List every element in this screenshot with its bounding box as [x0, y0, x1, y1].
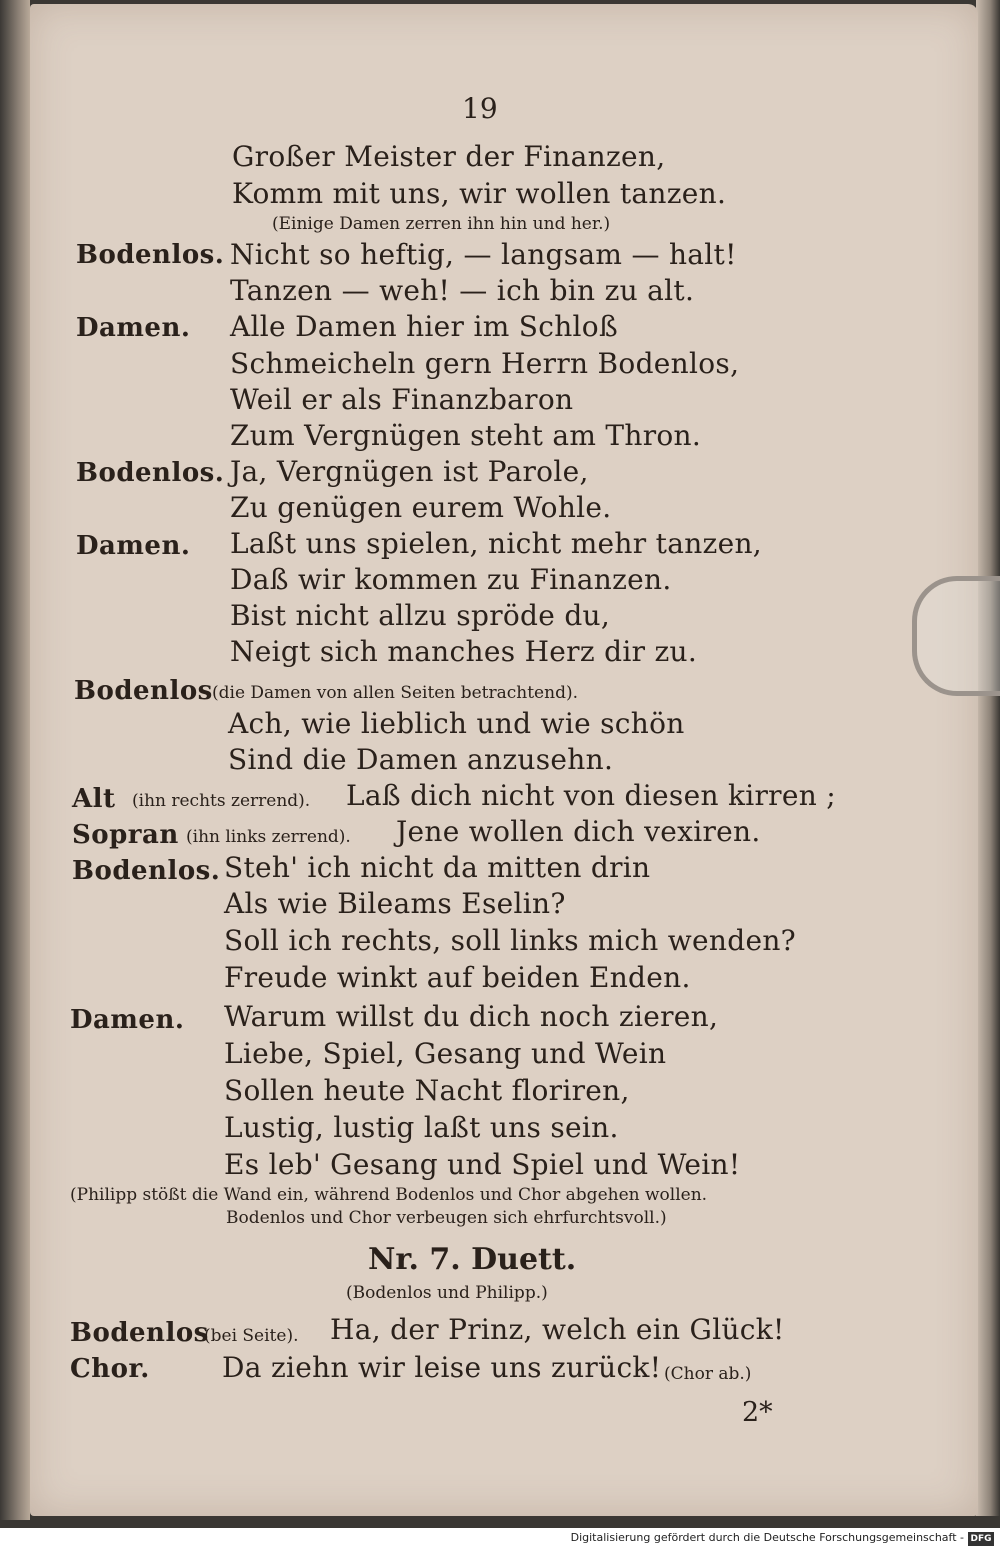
verse-line: Lustig, lustig laßt uns sein.	[224, 1111, 619, 1144]
speaker-name: Bodenlos.	[76, 240, 225, 270]
speaker-name: Damen.	[70, 1005, 185, 1035]
speaker-name: Damen.	[76, 531, 191, 561]
stage-direction: (ihn rechts zerrend).	[132, 791, 311, 811]
verse-line: Großer Meister der Finanzen,	[232, 140, 666, 173]
verse-line: Nicht so heftig, — langsam — halt!	[230, 238, 737, 271]
verse-line: Ach, wie lieblich und wie schön	[228, 707, 685, 740]
stage-direction: Bodenlos und Chor verbeugen sich ehrfurchtsvoll.)	[226, 1208, 667, 1228]
verse-line: Weil er als Finanzbaron	[230, 383, 574, 416]
verse-line: Sind die Damen anzusehn.	[228, 743, 614, 776]
page-stack-edge	[976, 0, 1000, 1516]
verse-line: Ha, der Prinz, welch ein Glück!	[330, 1313, 785, 1346]
verse-line: Alle Damen hier im Schloß	[230, 310, 618, 343]
verse-line: Laßt uns spielen, nicht mehr tanzen,	[230, 527, 762, 560]
speaker-name: Bodenlos.	[76, 458, 225, 488]
digitization-credit: Digitalisierung gefördert durch die Deutsche Forschungsgemeinschaft -	[570, 1531, 964, 1544]
signature-mark: 2*	[742, 1397, 773, 1428]
stage-direction: (Einige Damen zerren ihn hin und her.)	[272, 214, 611, 234]
verse-line: Jene wollen dich vexiren.	[396, 815, 761, 848]
speaker-name: Bodenlos	[74, 676, 213, 706]
verse-line: Ja, Vergnügen ist Parole,	[230, 455, 589, 488]
verse-line: Neigt sich manches Herz dir zu.	[230, 635, 698, 668]
verse-line: Zu genügen eurem Wohle.	[230, 491, 612, 524]
verse-line: Daß wir kommen zu Finanzen.	[230, 563, 672, 596]
stage-direction: (die Damen von allen Seiten betrachtend).	[212, 683, 578, 703]
verse-line: Komm mit uns, wir wollen tanzen.	[232, 177, 727, 210]
speaker-name: Chor.	[70, 1354, 150, 1384]
verse-line: Tanzen — weh! — ich bin zu alt.	[230, 274, 695, 307]
verse-line: Soll ich rechts, soll links mich wenden?	[224, 924, 796, 957]
verse-line: Sollen heute Nacht floriren,	[224, 1074, 630, 1107]
verse-line: Laß dich nicht von diesen kirren ;	[346, 779, 837, 812]
section-subtitle: (Bodenlos und Philipp.)	[346, 1283, 548, 1303]
speaker-name: Bodenlos.	[72, 856, 221, 886]
verse-line: Schmeicheln gern Herrn Bodenlos,	[230, 347, 740, 380]
verse-line: Bist nicht allzu spröde du,	[230, 599, 611, 632]
speaker-name: Bodenlos	[70, 1318, 209, 1348]
verse-line: Da ziehn wir leise uns zurück!	[222, 1351, 662, 1384]
page-clip	[912, 576, 1000, 696]
page-number: 19	[462, 92, 498, 125]
verse-line: Liebe, Spiel, Gesang und Wein	[224, 1037, 667, 1070]
stage-direction: (Philipp stößt die Wand ein, während Bodenlos und Chor abgehen wollen.	[70, 1185, 708, 1205]
verse-line: Als wie Bileams Eselin?	[224, 887, 566, 920]
book-spine-edge	[0, 0, 30, 1520]
verse-line: Steh' ich nicht da mitten drin	[224, 851, 651, 884]
stage-direction: (Chor ab.)	[664, 1364, 752, 1384]
verse-line: Warum willst du dich noch zieren,	[224, 1000, 719, 1033]
stage-direction: (ihn links zerrend).	[186, 827, 351, 847]
speaker-name: Damen.	[76, 313, 191, 343]
verse-line: Freude winkt auf beiden Enden.	[224, 961, 691, 994]
verse-line: Es leb' Gesang und Spiel und Wein!	[224, 1148, 741, 1181]
verse-line: Zum Vergnügen steht am Thron.	[230, 419, 702, 452]
speaker-name: Alt	[72, 784, 116, 814]
section-title: Nr. 7. Duett.	[368, 1242, 577, 1277]
dfg-logo-icon: DFG	[968, 1532, 994, 1546]
stage-direction: (bei Seite).	[204, 1326, 299, 1346]
speaker-name: Sopran	[72, 820, 179, 850]
